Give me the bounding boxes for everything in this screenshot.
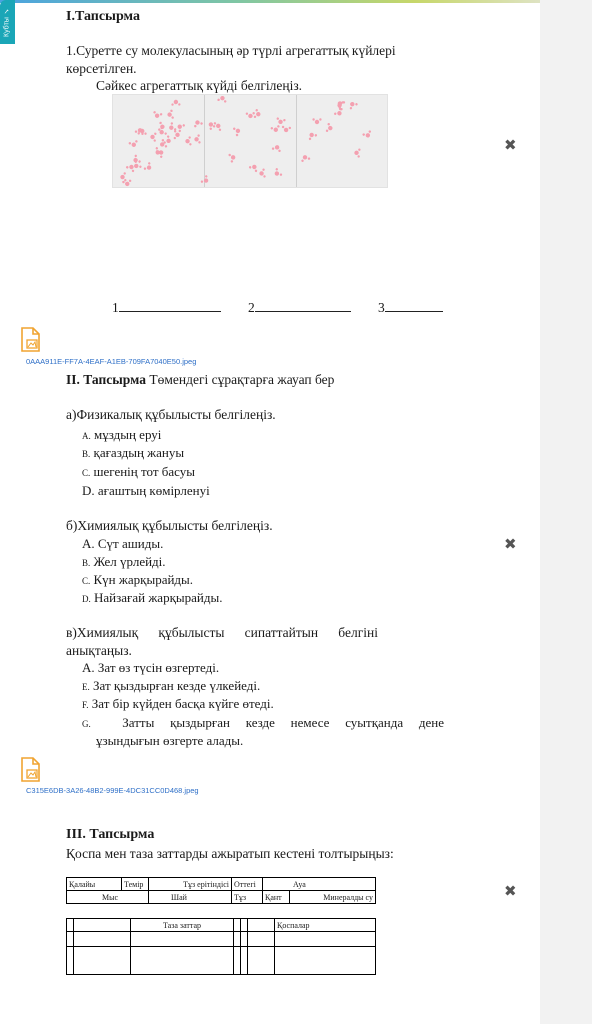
option-c-G-line2: ұзындығын өзгерте алады. — [96, 733, 244, 748]
side-tab[interactable] — [0, 0, 15, 44]
water-molecule — [196, 171, 208, 183]
word-cell: Ауа — [263, 878, 376, 891]
water-molecule — [359, 148, 367, 159]
attachment2-filename[interactable]: C315E6DB-3A26-48B2-999E-4DC31CC0D468.jpeg — [26, 786, 199, 795]
task2-heading-rest: Төмендегі сұрақтарға жауап бер — [145, 372, 335, 387]
option-c-F[interactable]: F. Зат бір күйден басқа күйге өтеді. — [82, 696, 274, 711]
water-molecule — [125, 171, 133, 182]
side-tab-label: Кубты ✓ — [3, 7, 11, 37]
water-molecule — [359, 124, 371, 135]
question-c-line2: анықтаңыз. — [66, 643, 132, 658]
answer-2-label: 2 — [248, 300, 255, 315]
water-molecule — [215, 100, 226, 109]
table-row — [67, 932, 376, 947]
water-molecule — [245, 167, 257, 178]
classification-table — [66, 918, 376, 975]
question-b: б)Химиялық құбылысты белгілеңіз. — [66, 518, 273, 533]
answer-3-blank[interactable] — [385, 301, 443, 312]
option-a-C[interactable]: C. шегенің тот басуы — [82, 464, 195, 479]
top-color-bar — [0, 0, 592, 3]
water-molecule — [301, 158, 313, 168]
word-cell: Минералды су — [290, 891, 376, 904]
word-bank-table — [66, 877, 376, 904]
water-molecule — [309, 135, 321, 146]
close-icon[interactable]: ✖ — [504, 535, 517, 553]
water-molecule — [350, 104, 362, 115]
answer-1-blank[interactable] — [119, 301, 221, 312]
water-molecules-image — [112, 94, 388, 188]
word-cell: Оттегі — [232, 878, 263, 891]
water-molecule — [222, 153, 232, 165]
word-cell: Қант — [263, 891, 290, 904]
table-row — [67, 891, 376, 904]
table-row — [67, 947, 376, 975]
option-a-A[interactable]: A. мұздың еруі — [82, 427, 162, 442]
answer-3 — [378, 300, 443, 316]
task1-line2: көрсетілген. — [66, 61, 137, 76]
attachment1-filename[interactable]: 0AAA911E-FF7A-4EAF-A1EB-709FA7040E50.jpeg — [26, 357, 197, 366]
water-molecule — [276, 164, 288, 176]
water-molecule — [276, 111, 287, 120]
word-cell: Темір — [122, 878, 149, 891]
water-molecule — [155, 132, 163, 143]
option-b-C[interactable]: C. Күн жарқырайды. — [82, 572, 194, 587]
task1-line1: 1.Суретте су молекуласының әр түрлі агрегаттық күйлері — [66, 43, 396, 58]
answer-3-label: 3 — [378, 300, 385, 315]
water-molecule — [150, 151, 162, 163]
water-molecule — [153, 105, 165, 115]
task1-heading: I.Тапсырма — [66, 9, 140, 24]
option-c-G[interactable]: G. Затты қыздырған кезде немесе суытқанда дене — [82, 715, 445, 730]
table-row — [67, 878, 376, 891]
water-molecule — [248, 107, 257, 118]
option-b-B[interactable]: B. Жел үрлейді. — [82, 554, 166, 569]
option-c-A[interactable]: A. Зат өз түсін өзгертеді. — [82, 660, 220, 675]
water-molecule — [312, 112, 322, 119]
column-header-mixture: Қоспалар — [275, 919, 376, 932]
water-molecule — [329, 103, 341, 115]
answer-1 — [112, 300, 221, 316]
task2-heading — [66, 372, 334, 388]
word-cell: Тұз — [232, 891, 263, 904]
word-cell: Шай — [149, 891, 232, 904]
water-molecule — [208, 126, 220, 137]
question-c-line1: в)Химиялық құбылысты сипаттайтын белгіні — [66, 625, 378, 640]
task1-instruction: Сәйкес агрегаттық күйді белгілеңіз. — [96, 78, 303, 93]
answer-2-blank[interactable] — [255, 301, 351, 312]
table-row — [67, 919, 376, 932]
word-cell: Тұз ерітіндісі — [149, 878, 232, 891]
word-cell: Мыс — [67, 891, 149, 904]
image-file-icon[interactable] — [18, 327, 42, 353]
question-a: а)Физикалық құбылысты белгілеңіз. — [66, 407, 276, 422]
option-c-E[interactable]: E. Зат қыздырған кезде үлкейеді. — [82, 678, 261, 693]
task3-instruction: Қоспа мен таза заттарды ажыратып кестені толтырыңыз: — [66, 846, 394, 861]
water-molecule — [226, 128, 236, 140]
water-molecule — [199, 133, 207, 144]
close-icon[interactable]: ✖ — [504, 136, 517, 154]
task3-heading: III. Тапсырма — [66, 827, 155, 842]
answer-2 — [248, 300, 351, 316]
close-icon[interactable]: ✖ — [504, 882, 517, 900]
option-b-D[interactable]: D. Найзағай жарқырайды. — [82, 590, 223, 605]
word-cell: Қалайы — [67, 878, 122, 891]
right-gutter — [540, 0, 592, 1024]
image-file-icon[interactable] — [18, 757, 42, 783]
answer-1-label: 1 — [112, 300, 119, 315]
image-divider — [296, 95, 297, 187]
option-a-B[interactable]: B. қағаздың жануы — [82, 445, 185, 460]
column-header-pure: Таза заттар — [131, 919, 234, 932]
task2-heading-bold: II. Тапсырма — [66, 372, 146, 387]
option-b-A[interactable]: A. Сүт ашиды. — [82, 536, 164, 551]
water-molecule — [269, 149, 281, 159]
water-molecule — [171, 108, 180, 119]
option-a-D[interactable]: D. ағаштың көмірленуі — [82, 483, 210, 498]
